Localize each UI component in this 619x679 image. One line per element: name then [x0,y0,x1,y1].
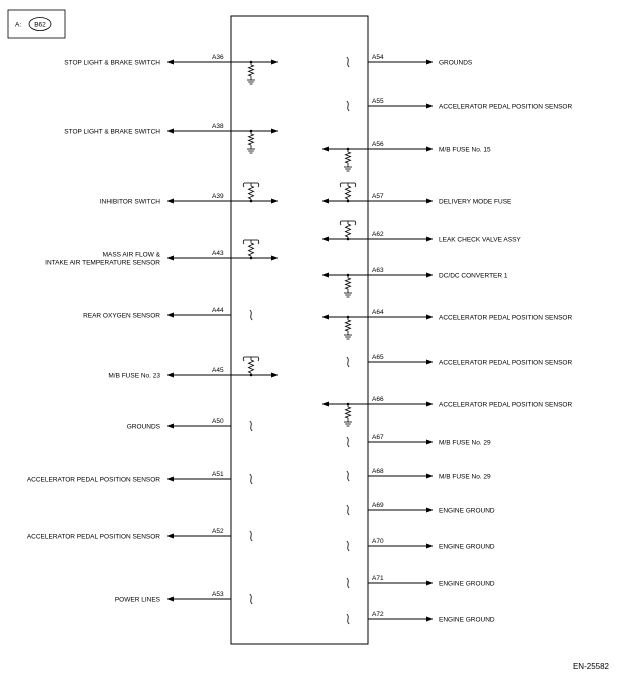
pin-label: ACCELERATOR PEDAL POSITION SENSOR [439,103,573,111]
pin-number: A51 [212,471,224,478]
pin-label: ACCELERATOR PEDAL POSITION SENSOR [439,401,573,409]
pin-label-line2: INTAKE AIR TEMPERATURE SENSOR [45,259,160,267]
pin-label: M/B FUSE No. 29 [439,473,491,481]
junction-dot [250,257,253,260]
pin-label: LEAK CHECK VALVE ASSY [439,236,521,244]
pin-number: A43 [212,250,224,257]
junction-dot [250,374,253,377]
pin-number: A57 [372,193,384,200]
pin-label: ENGINE GROUND [439,543,495,551]
pin-number: A62 [372,231,384,238]
pin-label: GROUNDS [126,423,160,431]
pin-number: A68 [372,468,384,475]
pin-label: REAR OXYGEN SENSOR [83,312,160,320]
pin-label: INHIBITOR SWITCH [99,198,160,206]
junction-dot [347,238,350,241]
pin-label: ACCELERATOR PEDAL POSITION SENSOR [26,533,160,541]
pin-label: ENGINE GROUND [439,507,495,515]
pin-label: MASS AIR FLOW & [102,251,160,259]
pin-label: ACCELERATOR PEDAL POSITION SENSOR [439,359,573,367]
pin-number: A70 [372,538,384,545]
pin-number: A53 [212,591,224,598]
pin-number: A66 [372,396,384,403]
pin-number: A54 [372,54,384,61]
connector-prefix: A: [15,21,22,29]
pin-number: A45 [212,367,224,374]
pin-number: A55 [372,98,384,105]
pin-label: GROUNDS [439,59,473,67]
pin-label: ACCELERATOR PEDAL POSITION SENSOR [26,476,160,484]
pin-number: A38 [212,123,224,130]
pin-label: ENGINE GROUND [439,580,495,588]
pin-label: DELIVERY MODE FUSE [439,198,512,206]
pin-number: A36 [212,54,224,61]
pin-number: A63 [372,267,384,274]
pin-number: A65 [372,354,384,361]
figure-id: EN-25582 [572,662,609,671]
connector-code: B62 [34,21,46,29]
pin-number: A39 [212,193,224,200]
pin-number: A69 [372,502,384,509]
pin-label: ACCELERATOR PEDAL POSITION SENSOR [439,314,573,322]
pin-number: A52 [212,528,224,535]
pin-number: A44 [212,307,224,314]
pin-number: A50 [212,418,224,425]
pin-number: A64 [372,309,384,316]
pin-label: DC/DC CONVERTER 1 [439,272,508,280]
pin-number: A67 [372,434,384,441]
pin-label: M/B FUSE No. 23 [108,372,160,380]
pin-number: A56 [372,141,384,148]
pin-number: A72 [372,611,384,618]
junction-dot [250,200,253,203]
pin-label: STOP LIGHT & BRAKE SWITCH [64,59,160,67]
junction-dot [347,200,350,203]
pin-label: M/B FUSE No. 29 [439,439,491,447]
pin-label: POWER LINES [114,596,160,604]
pin-label: STOP LIGHT & BRAKE SWITCH [64,128,160,136]
pin-number: A71 [372,575,384,582]
pin-label: ENGINE GROUND [439,616,495,624]
pin-label: M/B FUSE No. 15 [439,146,491,154]
